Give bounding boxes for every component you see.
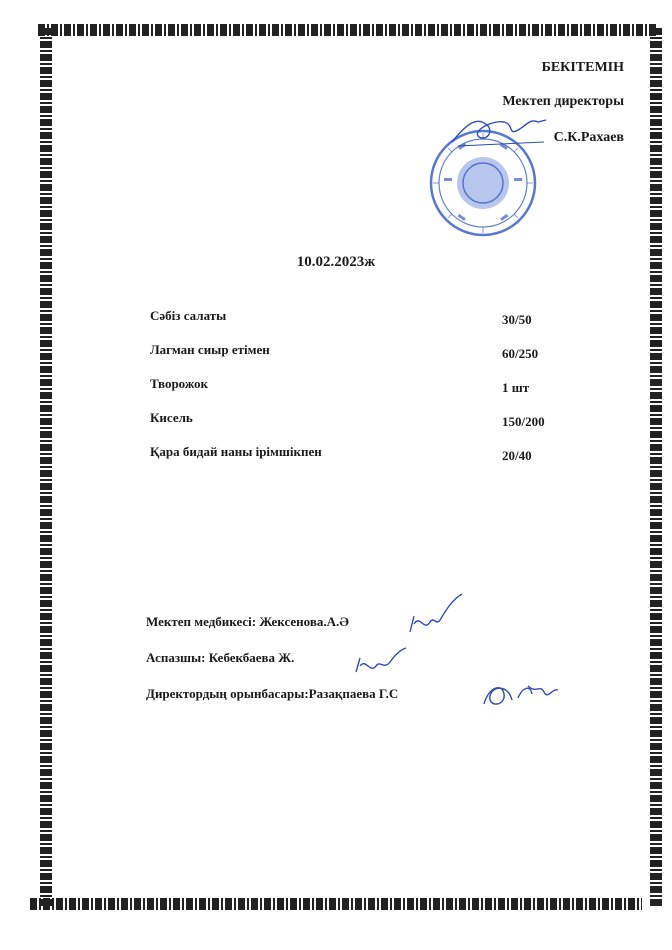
decorative-border-bottom [30, 898, 642, 910]
director-signature [448, 112, 548, 152]
approval-heading: БЕКІТЕМІН [541, 60, 624, 75]
approval-role: Мектеп директоры [502, 94, 624, 109]
menu-item-name: Лагман сиыр етімен [150, 342, 270, 357]
staff-label: Директордың орынбасары:Разақпаева Г.С [146, 686, 399, 701]
menu-item-name: Қара бидай наны ірімшікпен [150, 444, 322, 459]
menu-item-portion: 1 шт [502, 380, 530, 395]
menu-item-name: Творожок [150, 376, 208, 391]
decorative-border-top [38, 24, 658, 36]
menu-item-portion: 20/40 [502, 448, 532, 463]
list-item [150, 376, 570, 410]
list-item [150, 444, 570, 478]
menu-date: 10.02.2023ж [296, 254, 376, 270]
staff-label: Мектеп медбикесі: Жексенова.А.Ә [146, 614, 349, 629]
list-item [150, 342, 570, 376]
staff-row-nurse [146, 612, 398, 648]
approval-name: С.К.Рахаев [553, 130, 624, 145]
nurse-signature [406, 592, 468, 638]
menu-item-name: Сәбіз салаты [150, 308, 227, 323]
menu-list [150, 308, 570, 478]
staff-label: Аспазшы: Кебекбаева Ж. [146, 650, 295, 665]
staff-row-deputy [146, 684, 398, 720]
menu-item-portion: 60/250 [502, 346, 539, 361]
list-item [150, 410, 570, 444]
menu-item-name: Кисель [150, 410, 193, 425]
deputy-signature [478, 674, 562, 714]
menu-item-portion: 150/200 [502, 414, 545, 429]
menu-item-portion: 30/50 [502, 312, 532, 327]
cook-signature [352, 646, 408, 678]
decorative-border-right [650, 28, 662, 906]
list-item [150, 308, 570, 342]
decorative-border-left [40, 28, 52, 906]
